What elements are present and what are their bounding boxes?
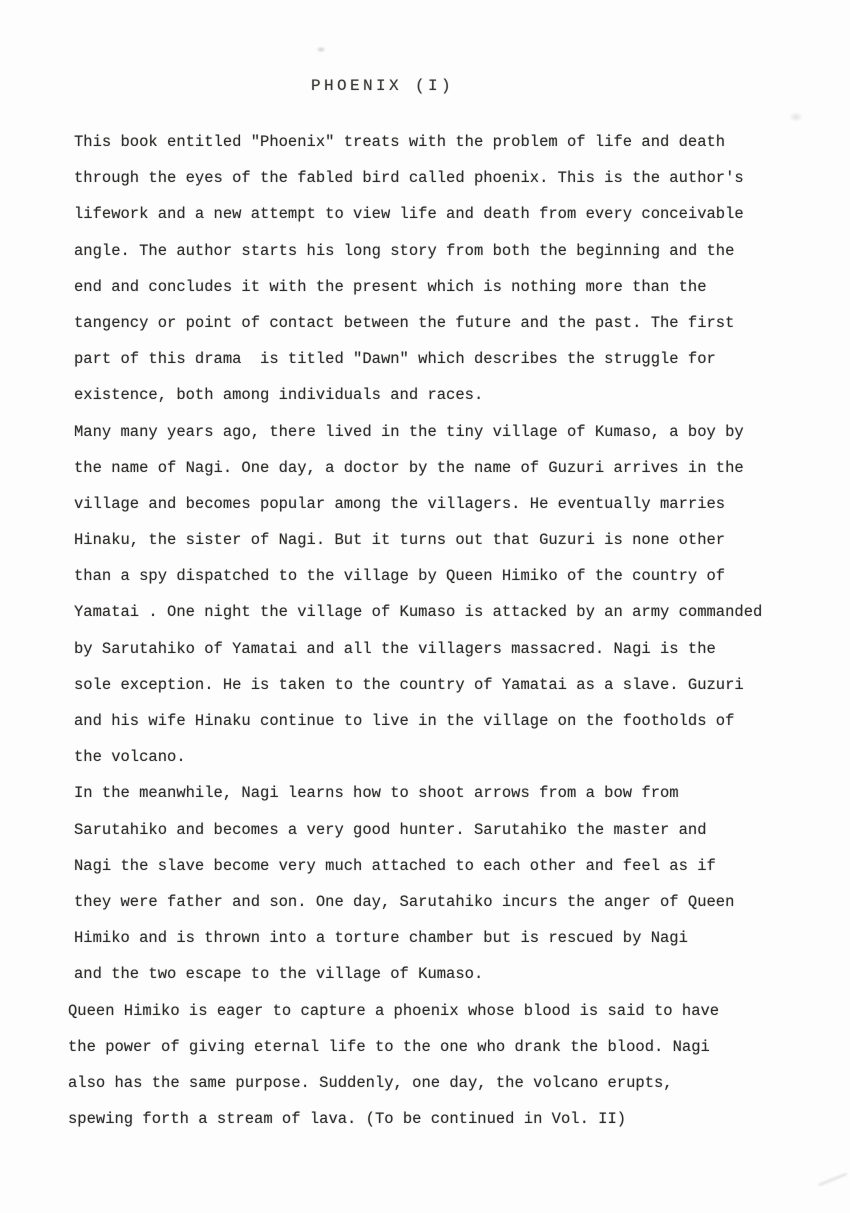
paragraph-conclusion [68, 993, 762, 1138]
text-line: also has the same purpose. Suddenly, one day, the volcano erupts, [68, 1073, 673, 1092]
text-line: end and concludes it with the present which is nothing more than the [74, 277, 707, 296]
document-body [68, 124, 763, 1137]
text-line: This book entitled "Phoenix" treats with the problem of life and death [74, 133, 726, 151]
scan-artifact-speck [316, 46, 326, 53]
paragraph-introduction [74, 124, 762, 414]
text-line: the name of Nagi. One day, a doctor by the name of Guzuri arrives in the [74, 458, 744, 477]
text-line: Nagi the slave become very much attached to each other and feel as if [74, 856, 716, 875]
text-line: In the meanwhile, Nagi learns how to shoot arrows from a bow from [74, 784, 679, 803]
text-line: they were father and son. One day, Sarutahiko incurs the anger of Queen [74, 892, 735, 911]
text-line: Yamatai . One night the village of Kumaso is attacked by an army commanded [74, 603, 763, 622]
text-line: sole exception. He is taken to the country of Yamatai as a slave. Guzuri [74, 675, 744, 694]
text-line: lifework and a new attempt to view life and death from every conceivable [74, 205, 744, 224]
text-line: angle. The author starts his long story from both the beginning and the [74, 241, 735, 260]
paragraph-nagi-sarutahiko [74, 775, 762, 992]
text-line: and the two escape to the village of Kumaso. [74, 965, 484, 984]
text-line: and his wife Hinaku continue to live in the village on the footholds of [74, 712, 735, 730]
text-line: Many many years ago, there lived in the tiny village of Kumaso, a boy by [74, 422, 744, 441]
text-line: through the eyes of the fabled bird called phoenix. This is the author's [74, 169, 744, 188]
text-line: village and becomes popular among the villagers. He eventually marries [74, 494, 726, 513]
text-line: Sarutahiko and becomes a very good hunter. Sarutahiko the master and [74, 820, 707, 839]
text-line: than a spy dispatched to the village by Queen Himiko of the country of [74, 567, 726, 586]
text-line: Himiko and is thrown into a torture chamber but is rescued by Nagi [74, 929, 688, 948]
text-line: part of this drama is titled "Dawn" which describes the struggle for [74, 350, 716, 369]
page-title: PHOENIX (I) [311, 77, 455, 95]
text-line: by Sarutahiko of Yamatai and all the villagers massacred. Nagi is the [74, 639, 716, 658]
text-line: the volcano. [74, 748, 186, 767]
text-line: tangency or point of contact between the future and the past. The first [74, 313, 735, 332]
scan-artifact-mark [818, 1173, 850, 1197]
text-line: Queen Himiko is eager to capture a phoenix whose blood is said to have [68, 1001, 720, 1020]
text-line: existence, both among individuals and races. [74, 386, 484, 405]
text-line: spewing forth a stream of lava. (To be continued in Vol. II) [68, 1110, 627, 1129]
text-line: the power of giving eternal life to the one who drank the blood. Nagi [68, 1037, 710, 1056]
paragraph-village-story [74, 414, 762, 776]
text-line: Hinaku, the sister of Nagi. But it turns out that Guzuri is none other [74, 531, 726, 550]
scan-artifact-smudge [789, 112, 803, 122]
